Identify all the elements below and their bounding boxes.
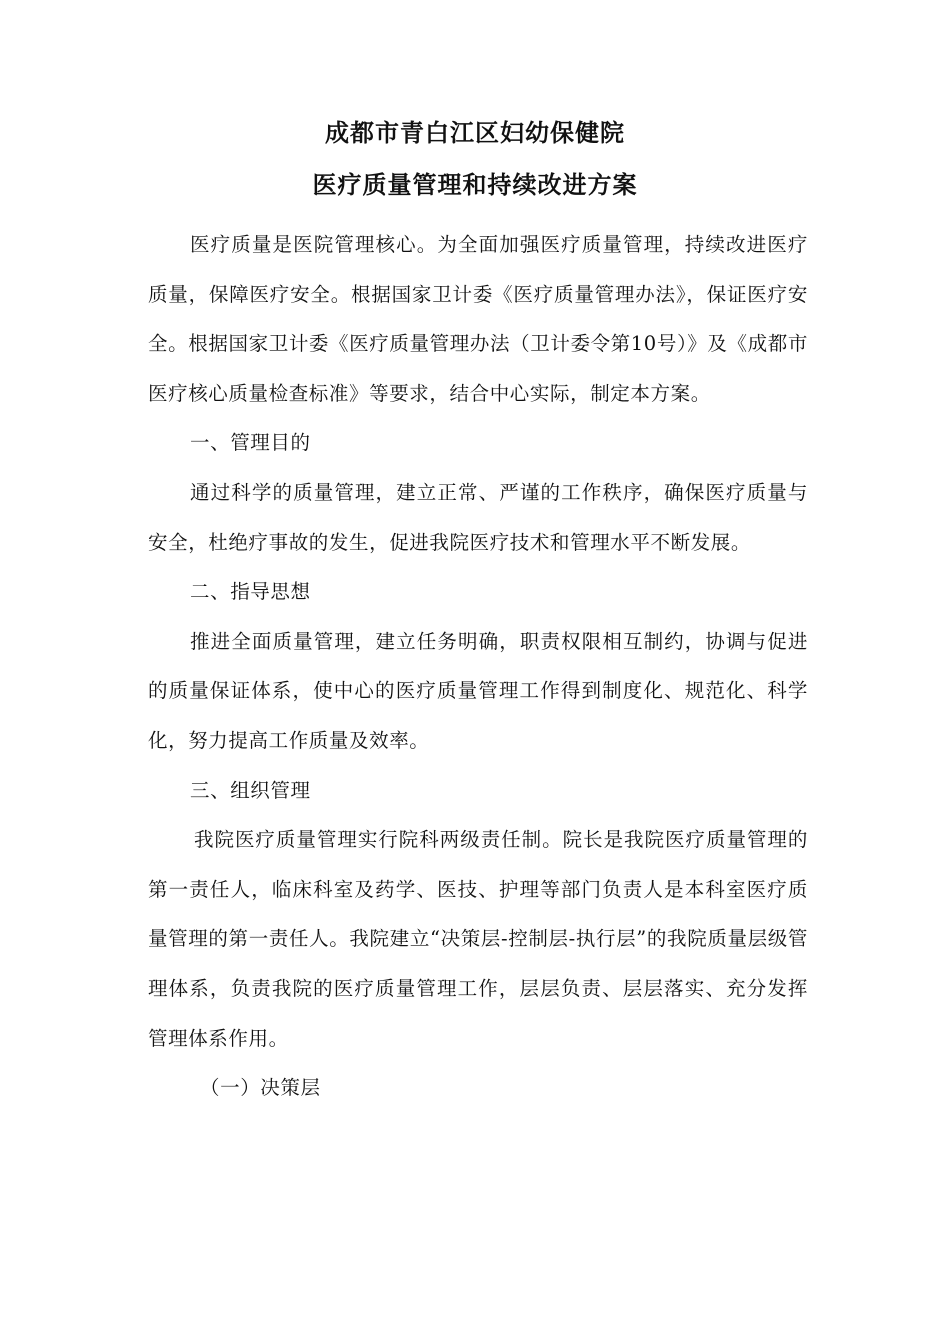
- subsection-heading-decision-layer: （一）决策层: [200, 1076, 321, 1100]
- document-subtitle: 医疗质量管理和持续改进方案: [312, 171, 638, 199]
- section-paragraph-guideline: 推进全面质量管理，建立任务明确，职责权限相互制约，协调与促进的质量保证体系，使中心的医疗质量管理工作得到制度化、规范化、科学化，努力提高工作质量及效率。: [148, 629, 808, 752]
- intro-paragraph: 医疗质量是医院管理核心。为全面加强医疗质量管理，持续改进医疗质量，保障医疗安全。根据国家卫计委《医疗质量管理办法》，保证医疗安全。根据国家卫计委《医疗质量管理办法（卫计委令第10号）》及《成都市医疗核心质量检查标准》等要求，结合中心实际，制定本方案。: [148, 233, 808, 405]
- section-heading-purpose: 一、管理目的: [190, 431, 311, 455]
- document-title: 成都市青白江区妇幼保健院: [325, 119, 625, 147]
- section-heading-guideline: 二、指导思想: [190, 580, 311, 604]
- document-body: [148, 220, 808, 1113]
- section-paragraph-organization: 我院医疗质量管理实行院科两级责任制。院长是我院医疗质量管理的第一责任人，临床科室及药学、医技、护理等部门负责人是本科室医疗质量管理的第一责任人。我院建立“决策层-控制层-执行层”的我院质量层级管理体系，负责我院的医疗质量管理工作，层层负责、层层落实、充分发挥管理体系作用。: [148, 828, 808, 1050]
- section-paragraph-purpose: 通过科学的质量管理，建立正常、严谨的工作秩序，确保医疗质量与安全，杜绝疗事故的发生，促进我院医疗技术和管理水平不断发展。: [148, 480, 808, 554]
- section-heading-organization: 三、组织管理: [190, 778, 311, 802]
